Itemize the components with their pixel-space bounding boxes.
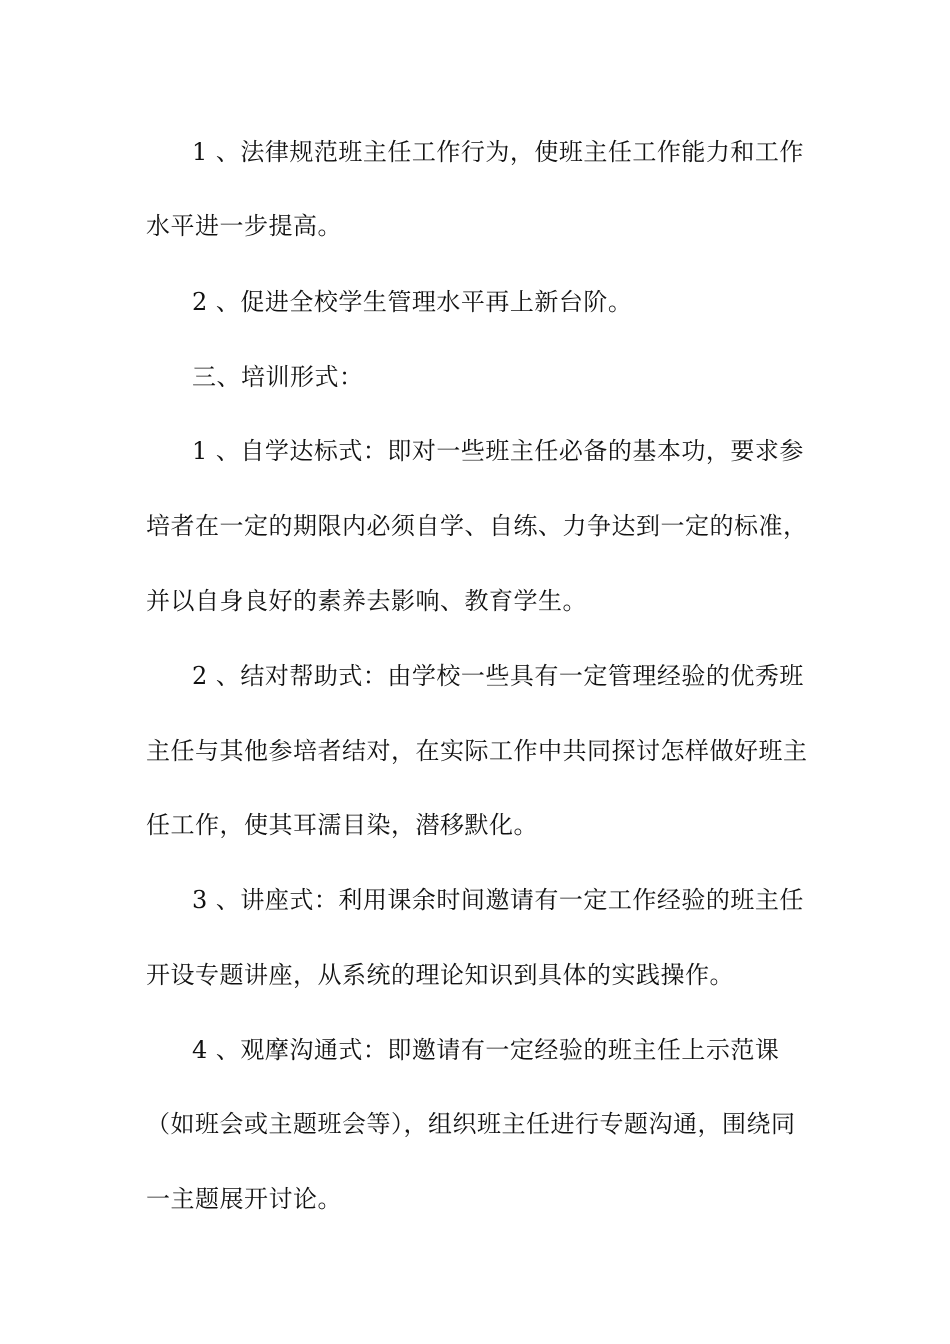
paragraph-line: 3 、讲座式：利用课余时间邀请有一定工作经验的班主任	[192, 886, 804, 914]
paragraph-line: 开设专题讲座，从系统的理论知识到具体的实践操作。	[146, 961, 734, 989]
paragraph-line: 2 、结对帮助式：由学校一些具有一定管理经验的优秀班	[192, 662, 804, 690]
paragraph-line: 1 、自学达标式：即对一些班主任必备的基本功，要求参	[192, 437, 804, 465]
paragraph-line: 培者在一定的期限内必须自学、自练、力争达到一定的标准，	[146, 512, 808, 540]
paragraph-line: 并以自身良好的素养去影响、教育学生。	[146, 587, 587, 615]
paragraph-line: 主任与其他参培者结对，在实际工作中共同探讨怎样做好班主	[146, 737, 808, 765]
paragraph-line: 4 、观摩沟通式：即邀请有一定经验的班主任上示范课	[192, 1036, 780, 1064]
section-heading: 三、培训形式：	[192, 363, 364, 391]
paragraph-line: 水平进一步提高。	[146, 212, 342, 240]
paragraph-line: 任工作，使其耳濡目染，潜移默化。	[146, 811, 538, 839]
paragraph-line: 1 、法律规范班主任工作行为，使班主任工作能力和工作	[192, 138, 804, 166]
paragraph-line: （如班会或主题班会等），组织班主任进行专题沟通，围绕同	[146, 1110, 796, 1138]
paragraph-line: 2 、促进全校学生管理水平再上新台阶。	[192, 288, 633, 316]
paragraph-line: 一主题展开讨论。	[146, 1185, 342, 1213]
